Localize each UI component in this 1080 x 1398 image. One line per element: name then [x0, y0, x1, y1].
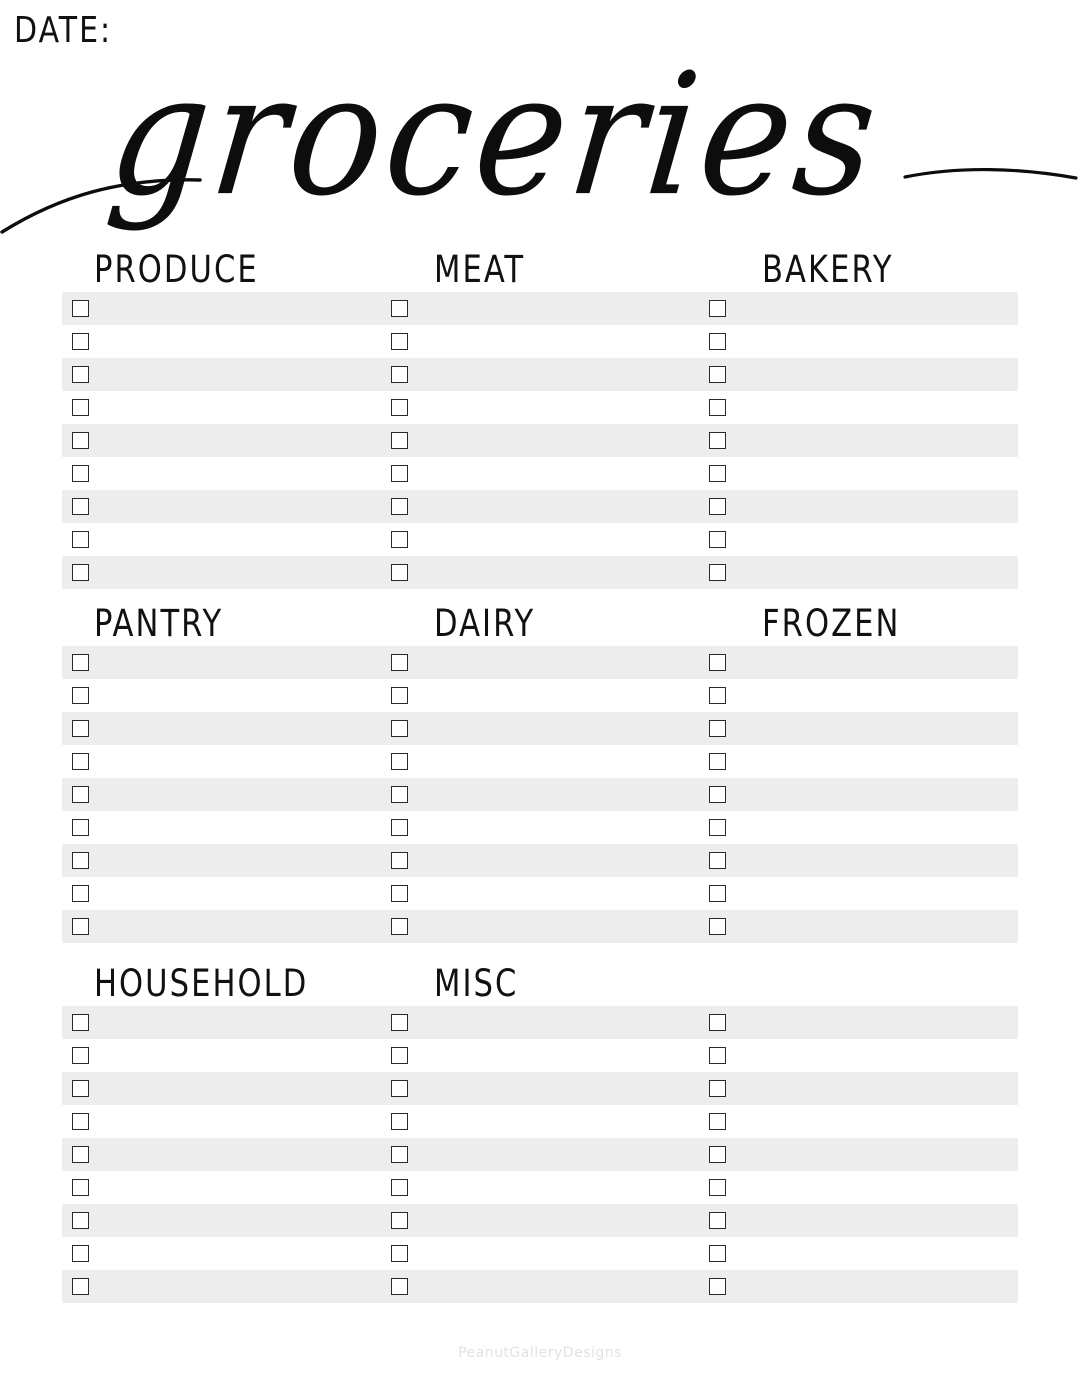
table-row[interactable]: [62, 1138, 1018, 1171]
column-heading-produce: PRODUCE: [94, 247, 259, 292]
list-item[interactable]: [381, 1105, 700, 1138]
checkbox-icon[interactable]: [391, 918, 408, 935]
table-row[interactable]: [62, 1237, 1018, 1270]
write-line[interactable]: [415, 646, 694, 679]
list-item[interactable]: [62, 490, 381, 523]
checkbox-icon[interactable]: [709, 1080, 726, 1097]
checkbox-icon[interactable]: [709, 1113, 726, 1130]
write-line[interactable]: [96, 325, 375, 358]
write-line[interactable]: [733, 1171, 1012, 1204]
list-item[interactable]: [62, 844, 381, 877]
column-heading-pantry: PANTRY: [94, 601, 224, 646]
checkbox-icon[interactable]: [72, 531, 89, 548]
list-item[interactable]: [381, 910, 700, 943]
checkbox-icon[interactable]: [391, 1146, 408, 1163]
list-item[interactable]: [62, 712, 381, 745]
write-line[interactable]: [733, 844, 1012, 877]
list-item[interactable]: [699, 877, 1018, 910]
checkbox-icon[interactable]: [72, 819, 89, 836]
checkbox-icon[interactable]: [709, 753, 726, 770]
checkbox-icon[interactable]: [72, 1080, 89, 1097]
checkbox-icon[interactable]: [72, 1014, 89, 1031]
table-row[interactable]: [62, 910, 1018, 943]
write-line[interactable]: [733, 778, 1012, 811]
checkbox-icon[interactable]: [391, 786, 408, 803]
list-item[interactable]: [699, 1138, 1018, 1171]
write-line[interactable]: [733, 1006, 1012, 1039]
write-line[interactable]: [96, 490, 375, 523]
checkbox-icon[interactable]: [709, 300, 726, 317]
table-row[interactable]: [62, 1006, 1018, 1039]
checkbox-icon[interactable]: [391, 498, 408, 515]
list-item[interactable]: [62, 910, 381, 943]
table-row[interactable]: [62, 1072, 1018, 1105]
list-item[interactable]: [699, 325, 1018, 358]
write-line[interactable]: [733, 679, 1012, 712]
list-item[interactable]: [381, 811, 700, 844]
checkbox-icon[interactable]: [72, 498, 89, 515]
list-item[interactable]: [699, 358, 1018, 391]
list-item[interactable]: [381, 844, 700, 877]
table-row[interactable]: [62, 646, 1018, 679]
checkbox-icon[interactable]: [391, 1080, 408, 1097]
column-heading-meat: MEAT: [434, 247, 526, 292]
list-item[interactable]: [699, 292, 1018, 325]
checkbox-icon[interactable]: [391, 687, 408, 704]
list-item[interactable]: [699, 712, 1018, 745]
list-item[interactable]: [699, 1105, 1018, 1138]
list-item[interactable]: [699, 391, 1018, 424]
table-row[interactable]: [62, 1270, 1018, 1303]
list-item[interactable]: [62, 556, 381, 589]
list-item[interactable]: [62, 778, 381, 811]
list-item[interactable]: [699, 457, 1018, 490]
list-item[interactable]: [699, 1006, 1018, 1039]
write-line[interactable]: [415, 424, 694, 457]
write-line[interactable]: [96, 391, 375, 424]
list-item[interactable]: [381, 1006, 700, 1039]
write-line[interactable]: [733, 490, 1012, 523]
write-line[interactable]: [415, 391, 694, 424]
list-item[interactable]: [381, 292, 700, 325]
write-line[interactable]: [733, 910, 1012, 943]
checkbox-icon[interactable]: [391, 819, 408, 836]
checkbox-icon[interactable]: [72, 1212, 89, 1229]
checkbox-icon[interactable]: [391, 465, 408, 482]
table-row[interactable]: [62, 712, 1018, 745]
list-item[interactable]: [381, 1072, 700, 1105]
table-row[interactable]: [62, 391, 1018, 424]
list-item[interactable]: [381, 556, 700, 589]
write-line[interactable]: [415, 1171, 694, 1204]
table-row[interactable]: [62, 325, 1018, 358]
column-heading-household: HOUSEHOLD: [94, 961, 309, 1006]
write-line[interactable]: [733, 391, 1012, 424]
list-item[interactable]: [62, 1006, 381, 1039]
list-item[interactable]: [381, 391, 700, 424]
list-item[interactable]: [699, 679, 1018, 712]
checkbox-icon[interactable]: [72, 753, 89, 770]
list-item[interactable]: [699, 1204, 1018, 1237]
checkbox-icon[interactable]: [391, 885, 408, 902]
column-heading-misc: MISC: [434, 961, 519, 1006]
write-line[interactable]: [415, 679, 694, 712]
checkbox-icon[interactable]: [391, 432, 408, 449]
checkbox-icon[interactable]: [72, 885, 89, 902]
checkbox-icon[interactable]: [391, 1014, 408, 1031]
write-line[interactable]: [415, 1039, 694, 1072]
list-item[interactable]: [62, 325, 381, 358]
checkbox-icon[interactable]: [391, 1047, 408, 1064]
write-line[interactable]: [415, 1006, 694, 1039]
write-line[interactable]: [96, 556, 375, 589]
list-item[interactable]: [62, 424, 381, 457]
checkbox-icon[interactable]: [391, 1278, 408, 1295]
checkbox-icon[interactable]: [391, 753, 408, 770]
write-line[interactable]: [733, 1072, 1012, 1105]
column-heading-dairy: DAIRY: [434, 601, 536, 646]
checkbox-icon[interactable]: [72, 564, 89, 581]
write-line[interactable]: [96, 358, 375, 391]
write-line[interactable]: [96, 844, 375, 877]
list-item[interactable]: [62, 811, 381, 844]
list-item[interactable]: [699, 1171, 1018, 1204]
write-line[interactable]: [415, 325, 694, 358]
checkbox-icon[interactable]: [709, 885, 726, 902]
checkbox-icon[interactable]: [709, 786, 726, 803]
checkbox-icon[interactable]: [709, 366, 726, 383]
write-line[interactable]: [96, 1006, 375, 1039]
checkbox-icon[interactable]: [709, 333, 726, 350]
list-item[interactable]: [699, 646, 1018, 679]
checkbox-icon[interactable]: [709, 531, 726, 548]
write-line[interactable]: [96, 811, 375, 844]
checkbox-icon[interactable]: [72, 1146, 89, 1163]
write-line[interactable]: [415, 910, 694, 943]
checkbox-icon[interactable]: [72, 786, 89, 803]
write-line[interactable]: [415, 877, 694, 910]
list-item[interactable]: [62, 1204, 381, 1237]
list-item[interactable]: [699, 910, 1018, 943]
list-item[interactable]: [381, 1237, 700, 1270]
section-3: [62, 962, 1018, 1303]
checkbox-icon[interactable]: [709, 498, 726, 515]
list-item[interactable]: [381, 490, 700, 523]
write-line[interactable]: [733, 1039, 1012, 1072]
watermark: PeanutGalleryDesigns: [458, 1345, 622, 1361]
write-line[interactable]: [415, 556, 694, 589]
list-item[interactable]: [62, 1039, 381, 1072]
write-line[interactable]: [733, 424, 1012, 457]
list-item[interactable]: [62, 679, 381, 712]
write-line[interactable]: [96, 1105, 375, 1138]
checkbox-icon[interactable]: [391, 1179, 408, 1196]
table-row[interactable]: [62, 844, 1018, 877]
section-3-rows: [62, 1006, 1018, 1303]
table-row[interactable]: [62, 556, 1018, 589]
checkbox-icon[interactable]: [709, 1278, 726, 1295]
list-item[interactable]: [62, 391, 381, 424]
table-row[interactable]: [62, 457, 1018, 490]
write-line[interactable]: [415, 1270, 694, 1303]
checkbox-icon[interactable]: [709, 564, 726, 581]
write-line[interactable]: [415, 490, 694, 523]
section-1-rows: [62, 292, 1018, 589]
checkbox-icon[interactable]: [72, 1179, 89, 1196]
write-line[interactable]: [733, 325, 1012, 358]
table-row[interactable]: [62, 358, 1018, 391]
table-row[interactable]: [62, 778, 1018, 811]
write-line[interactable]: [96, 1204, 375, 1237]
checkbox-icon[interactable]: [709, 687, 726, 704]
write-line[interactable]: [96, 424, 375, 457]
write-line[interactable]: [415, 523, 694, 556]
write-line[interactable]: [733, 523, 1012, 556]
checkbox-icon[interactable]: [72, 1047, 89, 1064]
table-row[interactable]: [62, 523, 1018, 556]
list-item[interactable]: [699, 811, 1018, 844]
list-item[interactable]: [699, 523, 1018, 556]
checkbox-icon[interactable]: [72, 687, 89, 704]
list-item[interactable]: [699, 844, 1018, 877]
write-line[interactable]: [733, 646, 1012, 679]
table-row[interactable]: [62, 679, 1018, 712]
write-line[interactable]: [415, 778, 694, 811]
section-2: [62, 602, 1018, 943]
checkbox-icon[interactable]: [709, 432, 726, 449]
list-item[interactable]: [699, 424, 1018, 457]
write-line[interactable]: [96, 457, 375, 490]
list-item[interactable]: [62, 1138, 381, 1171]
column-heading-bakery: BAKERY: [762, 247, 894, 292]
write-line[interactable]: [733, 712, 1012, 745]
list-item[interactable]: [381, 778, 700, 811]
list-item[interactable]: [699, 490, 1018, 523]
checkbox-icon[interactable]: [709, 1245, 726, 1262]
checkbox-icon[interactable]: [72, 852, 89, 869]
list-item[interactable]: [62, 646, 381, 679]
checkbox-icon[interactable]: [391, 300, 408, 317]
list-item[interactable]: [381, 646, 700, 679]
list-item[interactable]: [62, 1105, 381, 1138]
list-item[interactable]: [62, 1072, 381, 1105]
list-item[interactable]: [62, 745, 381, 778]
list-item[interactable]: [381, 679, 700, 712]
list-item[interactable]: [381, 523, 700, 556]
write-line[interactable]: [415, 1204, 694, 1237]
checkbox-icon[interactable]: [391, 399, 408, 416]
checkbox-icon[interactable]: [391, 654, 408, 671]
checkbox-icon[interactable]: [391, 720, 408, 737]
checkbox-icon[interactable]: [391, 1212, 408, 1229]
write-line[interactable]: [415, 1072, 694, 1105]
list-item[interactable]: [699, 745, 1018, 778]
write-line[interactable]: [415, 358, 694, 391]
write-line[interactable]: [96, 1237, 375, 1270]
list-item[interactable]: [381, 712, 700, 745]
list-item[interactable]: [381, 424, 700, 457]
checkbox-icon[interactable]: [72, 1113, 89, 1130]
table-row[interactable]: [62, 1204, 1018, 1237]
date-label: DATE:: [14, 10, 113, 52]
checkbox-icon[interactable]: [72, 1278, 89, 1295]
write-line[interactable]: [733, 358, 1012, 391]
list-item[interactable]: [381, 1270, 700, 1303]
checkbox-icon[interactable]: [72, 300, 89, 317]
checkbox-icon[interactable]: [391, 852, 408, 869]
checkbox-icon[interactable]: [391, 1113, 408, 1130]
write-line[interactable]: [733, 292, 1012, 325]
column-heading-frozen: FROZEN: [762, 601, 901, 646]
checkbox-icon[interactable]: [391, 366, 408, 383]
write-line[interactable]: [733, 1105, 1012, 1138]
section-1: [62, 248, 1018, 589]
section-2-headings: [62, 602, 1018, 646]
list-item[interactable]: [699, 1270, 1018, 1303]
checkbox-icon[interactable]: [709, 1047, 726, 1064]
write-line[interactable]: [415, 1138, 694, 1171]
table-row[interactable]: [62, 811, 1018, 844]
checkbox-icon[interactable]: [72, 432, 89, 449]
table-row[interactable]: [62, 490, 1018, 523]
checkbox-icon[interactable]: [72, 399, 89, 416]
list-item[interactable]: [62, 523, 381, 556]
write-line[interactable]: [415, 1105, 694, 1138]
list-item[interactable]: [381, 1138, 700, 1171]
list-item[interactable]: [699, 1237, 1018, 1270]
section-2-rows: [62, 646, 1018, 943]
list-item[interactable]: [381, 325, 700, 358]
list-item[interactable]: [62, 358, 381, 391]
write-line[interactable]: [96, 1171, 375, 1204]
write-line[interactable]: [415, 811, 694, 844]
write-line[interactable]: [733, 1237, 1012, 1270]
write-line[interactable]: [733, 877, 1012, 910]
page-title-text: groceries: [100, 38, 889, 234]
checkbox-icon[interactable]: [72, 333, 89, 350]
checkbox-icon[interactable]: [709, 852, 726, 869]
write-line[interactable]: [415, 1237, 694, 1270]
list-item[interactable]: [699, 1039, 1018, 1072]
table-row[interactable]: [62, 1039, 1018, 1072]
section-1-headings: [62, 248, 1018, 292]
checkbox-icon[interactable]: [72, 720, 89, 737]
table-row[interactable]: [62, 877, 1018, 910]
list-item[interactable]: [381, 877, 700, 910]
checkbox-icon[interactable]: [709, 819, 726, 836]
write-line[interactable]: [733, 1138, 1012, 1171]
section-3-headings: [62, 962, 1018, 1006]
list-item[interactable]: [381, 745, 700, 778]
write-line[interactable]: [96, 1270, 375, 1303]
write-line[interactable]: [96, 910, 375, 943]
checkbox-icon[interactable]: [709, 918, 726, 935]
list-item[interactable]: [699, 778, 1018, 811]
checkbox-icon[interactable]: [72, 366, 89, 383]
table-row[interactable]: [62, 424, 1018, 457]
write-line[interactable]: [415, 745, 694, 778]
write-line[interactable]: [415, 712, 694, 745]
checkbox-icon[interactable]: [709, 720, 726, 737]
write-line[interactable]: [96, 1138, 375, 1171]
write-line[interactable]: [733, 457, 1012, 490]
write-line[interactable]: [96, 679, 375, 712]
checkbox-icon[interactable]: [72, 654, 89, 671]
checkbox-icon[interactable]: [391, 564, 408, 581]
checkbox-icon[interactable]: [72, 465, 89, 482]
write-line[interactable]: [733, 1270, 1012, 1303]
write-line[interactable]: [415, 844, 694, 877]
write-line[interactable]: [96, 523, 375, 556]
write-line[interactable]: [415, 292, 694, 325]
write-line[interactable]: [96, 1039, 375, 1072]
list-item[interactable]: [62, 1171, 381, 1204]
checkbox-icon[interactable]: [709, 1212, 726, 1229]
write-line[interactable]: [733, 1204, 1012, 1237]
page-title: [0, 38, 1080, 236]
list-item[interactable]: [381, 457, 700, 490]
list-item[interactable]: [381, 1204, 700, 1237]
list-item[interactable]: [381, 1039, 700, 1072]
list-item[interactable]: [62, 877, 381, 910]
table-row[interactable]: [62, 292, 1018, 325]
list-item[interactable]: [62, 292, 381, 325]
list-item[interactable]: [699, 1072, 1018, 1105]
write-line[interactable]: [415, 457, 694, 490]
write-line[interactable]: [96, 1072, 375, 1105]
write-line[interactable]: [96, 292, 375, 325]
write-line[interactable]: [733, 745, 1012, 778]
checkbox-icon[interactable]: [391, 333, 408, 350]
checkbox-icon[interactable]: [709, 1179, 726, 1196]
checkbox-icon[interactable]: [709, 399, 726, 416]
write-line[interactable]: [96, 745, 375, 778]
write-line[interactable]: [733, 556, 1012, 589]
list-item[interactable]: [62, 457, 381, 490]
list-item[interactable]: [62, 1237, 381, 1270]
list-item[interactable]: [381, 1171, 700, 1204]
write-line[interactable]: [96, 646, 375, 679]
list-item[interactable]: [62, 1270, 381, 1303]
checkbox-icon[interactable]: [72, 1245, 89, 1262]
list-item[interactable]: [381, 358, 700, 391]
table-row[interactable]: [62, 1171, 1018, 1204]
checkbox-icon[interactable]: [709, 465, 726, 482]
table-row[interactable]: [62, 1105, 1018, 1138]
checkbox-icon[interactable]: [391, 531, 408, 548]
checkbox-icon[interactable]: [391, 1245, 408, 1262]
write-line[interactable]: [733, 811, 1012, 844]
checkbox-icon[interactable]: [709, 1014, 726, 1031]
write-line[interactable]: [96, 778, 375, 811]
write-line[interactable]: [96, 877, 375, 910]
list-item[interactable]: [699, 556, 1018, 589]
checkbox-icon[interactable]: [709, 1146, 726, 1163]
write-line[interactable]: [96, 712, 375, 745]
checkbox-icon[interactable]: [709, 654, 726, 671]
table-row[interactable]: [62, 745, 1018, 778]
checkbox-icon[interactable]: [72, 918, 89, 935]
